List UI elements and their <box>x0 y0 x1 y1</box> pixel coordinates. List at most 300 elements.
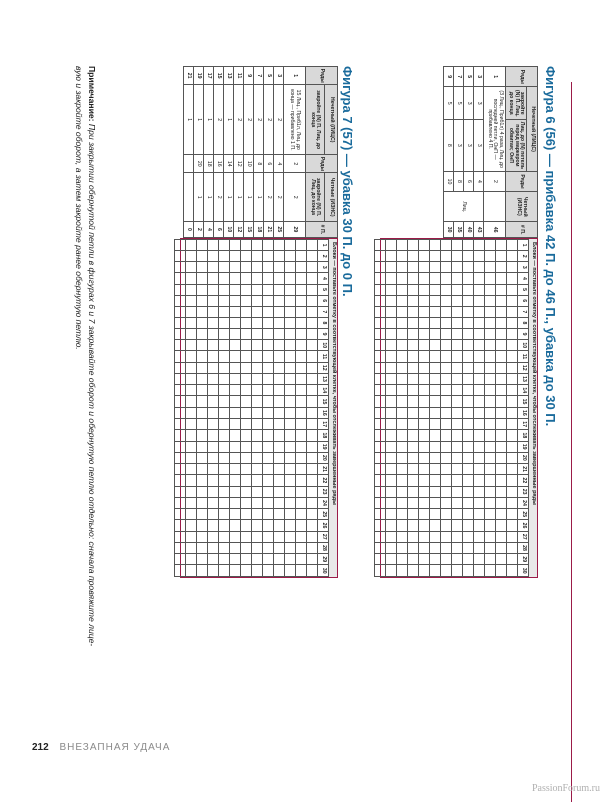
f6-block-checkbox[interactable] <box>463 464 474 475</box>
f7-block-checkbox[interactable] <box>263 362 274 373</box>
f6-block-checkbox[interactable] <box>430 240 441 251</box>
f7-block-checkbox[interactable] <box>186 497 197 508</box>
f7-block-checkbox[interactable] <box>285 497 296 508</box>
f7-block-checkbox[interactable] <box>197 554 208 565</box>
f7-block-checkbox[interactable] <box>285 418 296 429</box>
f7-block-checkbox[interactable] <box>296 418 307 429</box>
f7-block-checkbox[interactable] <box>274 407 285 418</box>
f6-block-checkbox[interactable] <box>397 295 408 306</box>
f7-block-checkbox[interactable] <box>175 542 186 553</box>
f7-block-checkbox[interactable] <box>175 306 186 317</box>
f7-block-checkbox[interactable] <box>263 396 274 407</box>
f6-block-checkbox[interactable] <box>375 317 386 328</box>
f6-block-checkbox[interactable] <box>397 351 408 362</box>
f7-block-checkbox[interactable] <box>219 251 230 262</box>
f6-block-checkbox[interactable] <box>397 262 408 273</box>
f6-block-checkbox[interactable] <box>474 497 485 508</box>
f7-block-checkbox[interactable] <box>252 295 263 306</box>
f6-block-checkbox[interactable] <box>397 284 408 295</box>
f6-block-checkbox[interactable] <box>496 362 507 373</box>
f6-block-checkbox[interactable] <box>386 306 397 317</box>
f6-block-checkbox[interactable] <box>452 295 463 306</box>
f7-block-checkbox[interactable] <box>230 486 241 497</box>
f7-block-checkbox[interactable] <box>307 464 318 475</box>
f6-block-checkbox[interactable] <box>474 542 485 553</box>
f7-block-checkbox[interactable] <box>208 396 219 407</box>
f7-block-checkbox[interactable] <box>230 509 241 520</box>
f6-block-checkbox[interactable] <box>397 362 408 373</box>
f6-block-checkbox[interactable] <box>375 509 386 520</box>
f6-block-checkbox[interactable] <box>397 340 408 351</box>
f6-block-checkbox[interactable] <box>386 284 397 295</box>
f6-block-checkbox[interactable] <box>386 262 397 273</box>
f6-block-checkbox[interactable] <box>507 520 518 531</box>
f6-block-checkbox[interactable] <box>397 273 408 284</box>
f6-block-checkbox[interactable] <box>408 273 419 284</box>
f7-block-checkbox[interactable] <box>219 486 230 497</box>
f7-block-checkbox[interactable] <box>208 329 219 340</box>
f7-block-checkbox[interactable] <box>230 340 241 351</box>
f7-block-checkbox[interactable] <box>263 407 274 418</box>
f7-block-checkbox[interactable] <box>274 362 285 373</box>
f7-block-checkbox[interactable] <box>186 565 197 577</box>
f6-block-checkbox[interactable] <box>375 251 386 262</box>
f6-block-checkbox[interactable] <box>386 565 397 577</box>
f6-block-checkbox[interactable] <box>474 486 485 497</box>
f6-block-checkbox[interactable] <box>441 475 452 486</box>
f7-block-checkbox[interactable] <box>274 240 285 251</box>
f6-block-checkbox[interactable] <box>375 373 386 384</box>
f7-block-checkbox[interactable] <box>307 475 318 486</box>
f7-block-checkbox[interactable] <box>230 362 241 373</box>
f6-block-checkbox[interactable] <box>485 464 496 475</box>
f6-block-checkbox[interactable] <box>485 441 496 452</box>
f7-block-checkbox[interactable] <box>296 329 307 340</box>
f6-block-checkbox[interactable] <box>507 317 518 328</box>
f7-block-checkbox[interactable] <box>186 407 197 418</box>
f7-block-checkbox[interactable] <box>186 452 197 463</box>
f7-block-checkbox[interactable] <box>208 565 219 577</box>
f6-block-checkbox[interactable] <box>375 362 386 373</box>
f6-block-checkbox[interactable] <box>452 273 463 284</box>
f7-block-checkbox[interactable] <box>230 295 241 306</box>
f7-block-checkbox[interactable] <box>197 351 208 362</box>
f6-block-checkbox[interactable] <box>386 407 397 418</box>
f6-block-checkbox[interactable] <box>441 317 452 328</box>
f7-block-checkbox[interactable] <box>285 284 296 295</box>
f7-block-checkbox[interactable] <box>241 262 252 273</box>
f7-block-checkbox[interactable] <box>274 340 285 351</box>
f6-block-checkbox[interactable] <box>485 486 496 497</box>
f7-block-checkbox[interactable] <box>197 430 208 441</box>
f7-block-checkbox[interactable] <box>285 565 296 577</box>
f6-block-checkbox[interactable] <box>463 273 474 284</box>
f6-block-checkbox[interactable] <box>419 351 430 362</box>
f6-block-checkbox[interactable] <box>375 542 386 553</box>
f7-block-checkbox[interactable] <box>175 295 186 306</box>
f7-block-checkbox[interactable] <box>274 351 285 362</box>
f7-block-checkbox[interactable] <box>274 520 285 531</box>
f6-block-checkbox[interactable] <box>474 362 485 373</box>
f6-block-checkbox[interactable] <box>375 385 386 396</box>
f7-block-checkbox[interactable] <box>186 373 197 384</box>
f7-block-checkbox[interactable] <box>230 497 241 508</box>
f7-block-checkbox[interactable] <box>186 396 197 407</box>
f6-block-checkbox[interactable] <box>496 475 507 486</box>
f6-block-checkbox[interactable] <box>430 509 441 520</box>
f7-block-checkbox[interactable] <box>186 554 197 565</box>
f6-block-checkbox[interactable] <box>452 441 463 452</box>
f7-block-checkbox[interactable] <box>175 251 186 262</box>
f6-block-checkbox[interactable] <box>397 520 408 531</box>
f6-block-checkbox[interactable] <box>397 486 408 497</box>
f6-block-checkbox[interactable] <box>463 407 474 418</box>
f7-block-checkbox[interactable] <box>186 251 197 262</box>
f7-block-checkbox[interactable] <box>252 385 263 396</box>
f7-block-checkbox[interactable] <box>274 329 285 340</box>
f7-block-checkbox[interactable] <box>296 475 307 486</box>
f6-block-checkbox[interactable] <box>386 362 397 373</box>
f7-block-checkbox[interactable] <box>296 373 307 384</box>
f6-block-checkbox[interactable] <box>496 464 507 475</box>
f6-block-checkbox[interactable] <box>496 385 507 396</box>
f6-block-checkbox[interactable] <box>496 418 507 429</box>
f7-block-checkbox[interactable] <box>307 452 318 463</box>
f6-block-checkbox[interactable] <box>485 565 496 577</box>
f7-block-checkbox[interactable] <box>208 486 219 497</box>
f7-block-checkbox[interactable] <box>296 565 307 577</box>
f7-block-checkbox[interactable] <box>208 475 219 486</box>
f6-block-checkbox[interactable] <box>397 509 408 520</box>
f6-block-checkbox[interactable] <box>463 396 474 407</box>
f6-block-checkbox[interactable] <box>441 509 452 520</box>
f7-block-checkbox[interactable] <box>241 520 252 531</box>
f7-block-checkbox[interactable] <box>274 251 285 262</box>
f6-block-checkbox[interactable] <box>430 340 441 351</box>
f7-block-checkbox[interactable] <box>230 542 241 553</box>
f6-block-checkbox[interactable] <box>507 475 518 486</box>
f6-block-checkbox[interactable] <box>408 464 419 475</box>
f6-block-checkbox[interactable] <box>474 317 485 328</box>
f6-block-checkbox[interactable] <box>419 531 430 542</box>
f6-block-checkbox[interactable] <box>408 475 419 486</box>
f7-block-checkbox[interactable] <box>285 240 296 251</box>
f6-block-checkbox[interactable] <box>474 329 485 340</box>
f7-block-checkbox[interactable] <box>219 430 230 441</box>
f6-block-checkbox[interactable] <box>507 295 518 306</box>
f7-block-checkbox[interactable] <box>274 273 285 284</box>
f6-block-checkbox[interactable] <box>452 497 463 508</box>
f6-block-checkbox[interactable] <box>507 542 518 553</box>
f6-block-checkbox[interactable] <box>375 284 386 295</box>
f6-block-checkbox[interactable] <box>485 418 496 429</box>
f6-block-checkbox[interactable] <box>375 486 386 497</box>
f7-block-checkbox[interactable] <box>241 475 252 486</box>
f7-block-checkbox[interactable] <box>296 284 307 295</box>
f7-block-checkbox[interactable] <box>252 542 263 553</box>
f6-block-checkbox[interactable] <box>441 362 452 373</box>
f6-block-checkbox[interactable] <box>507 464 518 475</box>
f7-block-checkbox[interactable] <box>241 317 252 328</box>
f7-block-checkbox[interactable] <box>219 396 230 407</box>
f6-block-checkbox[interactable] <box>463 295 474 306</box>
f7-block-checkbox[interactable] <box>175 497 186 508</box>
f7-block-checkbox[interactable] <box>175 475 186 486</box>
f7-block-checkbox[interactable] <box>197 284 208 295</box>
f6-block-checkbox[interactable] <box>474 295 485 306</box>
f7-block-checkbox[interactable] <box>230 240 241 251</box>
f7-block-checkbox[interactable] <box>263 418 274 429</box>
f6-block-checkbox[interactable] <box>408 351 419 362</box>
f6-block-checkbox[interactable] <box>507 362 518 373</box>
f6-block-checkbox[interactable] <box>463 486 474 497</box>
f7-block-checkbox[interactable] <box>230 531 241 542</box>
f7-block-checkbox[interactable] <box>230 251 241 262</box>
f6-block-checkbox[interactable] <box>430 531 441 542</box>
f6-block-checkbox[interactable] <box>419 542 430 553</box>
f6-block-checkbox[interactable] <box>430 284 441 295</box>
f6-block-checkbox[interactable] <box>441 306 452 317</box>
f7-block-checkbox[interactable] <box>175 351 186 362</box>
f7-block-checkbox[interactable] <box>219 554 230 565</box>
f6-block-checkbox[interactable] <box>485 430 496 441</box>
f6-block-checkbox[interactable] <box>441 329 452 340</box>
f7-block-checkbox[interactable] <box>263 464 274 475</box>
f7-block-checkbox[interactable] <box>252 486 263 497</box>
f6-block-checkbox[interactable] <box>430 317 441 328</box>
f6-block-checkbox[interactable] <box>386 295 397 306</box>
f7-block-checkbox[interactable] <box>208 306 219 317</box>
f7-block-checkbox[interactable] <box>252 531 263 542</box>
f6-block-checkbox[interactable] <box>507 418 518 429</box>
f7-block-checkbox[interactable] <box>285 362 296 373</box>
f6-block-checkbox[interactable] <box>419 464 430 475</box>
f6-block-checkbox[interactable] <box>474 385 485 396</box>
f6-block-checkbox[interactable] <box>463 284 474 295</box>
f6-block-checkbox[interactable] <box>441 520 452 531</box>
f6-block-checkbox[interactable] <box>397 373 408 384</box>
f6-block-checkbox[interactable] <box>408 407 419 418</box>
f6-block-checkbox[interactable] <box>397 542 408 553</box>
f7-block-checkbox[interactable] <box>296 554 307 565</box>
f6-block-checkbox[interactable] <box>485 240 496 251</box>
f7-block-checkbox[interactable] <box>197 262 208 273</box>
f7-block-checkbox[interactable] <box>263 262 274 273</box>
f7-block-checkbox[interactable] <box>208 251 219 262</box>
f7-block-checkbox[interactable] <box>208 284 219 295</box>
f7-block-checkbox[interactable] <box>175 509 186 520</box>
f7-block-checkbox[interactable] <box>208 385 219 396</box>
f6-block-checkbox[interactable] <box>474 251 485 262</box>
f7-block-checkbox[interactable] <box>307 351 318 362</box>
f6-block-checkbox[interactable] <box>408 385 419 396</box>
f7-block-checkbox[interactable] <box>197 240 208 251</box>
f7-block-checkbox[interactable] <box>197 497 208 508</box>
f6-block-checkbox[interactable] <box>507 340 518 351</box>
f7-block-checkbox[interactable] <box>175 554 186 565</box>
f6-block-checkbox[interactable] <box>485 262 496 273</box>
f7-block-checkbox[interactable] <box>296 497 307 508</box>
f7-block-checkbox[interactable] <box>197 486 208 497</box>
f6-block-checkbox[interactable] <box>507 251 518 262</box>
f7-block-checkbox[interactable] <box>175 441 186 452</box>
f6-block-checkbox[interactable] <box>485 396 496 407</box>
f6-block-checkbox[interactable] <box>408 373 419 384</box>
f6-block-checkbox[interactable] <box>507 486 518 497</box>
f6-block-checkbox[interactable] <box>452 362 463 373</box>
f6-block-checkbox[interactable] <box>386 418 397 429</box>
f6-block-checkbox[interactable] <box>474 273 485 284</box>
f7-block-checkbox[interactable] <box>263 441 274 452</box>
f6-block-checkbox[interactable] <box>430 396 441 407</box>
f7-block-checkbox[interactable] <box>197 452 208 463</box>
f6-block-checkbox[interactable] <box>496 407 507 418</box>
f7-block-checkbox[interactable] <box>241 554 252 565</box>
f7-block-checkbox[interactable] <box>230 464 241 475</box>
f7-block-checkbox[interactable] <box>263 509 274 520</box>
f7-block-checkbox[interactable] <box>307 240 318 251</box>
f6-block-checkbox[interactable] <box>474 441 485 452</box>
f6-block-checkbox[interactable] <box>485 385 496 396</box>
f7-block-checkbox[interactable] <box>263 452 274 463</box>
f6-block-checkbox[interactable] <box>386 430 397 441</box>
f6-block-checkbox[interactable] <box>408 418 419 429</box>
f7-block-checkbox[interactable] <box>263 531 274 542</box>
f7-block-checkbox[interactable] <box>296 340 307 351</box>
f6-block-checkbox[interactable] <box>430 486 441 497</box>
f6-block-checkbox[interactable] <box>441 295 452 306</box>
f6-block-checkbox[interactable] <box>430 329 441 340</box>
f6-block-checkbox[interactable] <box>463 441 474 452</box>
f7-block-checkbox[interactable] <box>296 295 307 306</box>
f7-block-checkbox[interactable] <box>186 340 197 351</box>
f7-block-checkbox[interactable] <box>241 240 252 251</box>
f6-block-checkbox[interactable] <box>452 542 463 553</box>
f7-block-checkbox[interactable] <box>307 273 318 284</box>
f6-block-checkbox[interactable] <box>419 295 430 306</box>
f7-block-checkbox[interactable] <box>197 418 208 429</box>
f7-block-checkbox[interactable] <box>186 531 197 542</box>
f6-block-checkbox[interactable] <box>474 240 485 251</box>
f6-block-checkbox[interactable] <box>441 385 452 396</box>
f7-block-checkbox[interactable] <box>274 262 285 273</box>
f6-block-checkbox[interactable] <box>386 520 397 531</box>
f7-block-checkbox[interactable] <box>252 273 263 284</box>
f7-block-checkbox[interactable] <box>186 273 197 284</box>
f7-block-checkbox[interactable] <box>219 240 230 251</box>
f7-block-checkbox[interactable] <box>285 295 296 306</box>
f6-block-checkbox[interactable] <box>496 565 507 577</box>
f7-block-checkbox[interactable] <box>241 407 252 418</box>
f7-block-checkbox[interactable] <box>208 240 219 251</box>
f6-block-checkbox[interactable] <box>375 531 386 542</box>
f6-block-checkbox[interactable] <box>507 262 518 273</box>
f6-block-checkbox[interactable] <box>441 273 452 284</box>
f6-block-checkbox[interactable] <box>408 486 419 497</box>
f6-block-checkbox[interactable] <box>441 464 452 475</box>
f7-block-checkbox[interactable] <box>241 396 252 407</box>
f7-block-checkbox[interactable] <box>296 509 307 520</box>
f7-block-checkbox[interactable] <box>208 520 219 531</box>
f7-block-checkbox[interactable] <box>197 407 208 418</box>
f6-block-checkbox[interactable] <box>474 284 485 295</box>
f7-block-checkbox[interactable] <box>197 475 208 486</box>
f7-block-checkbox[interactable] <box>219 475 230 486</box>
f6-block-checkbox[interactable] <box>386 509 397 520</box>
f7-block-checkbox[interactable] <box>219 362 230 373</box>
f6-block-checkbox[interactable] <box>375 497 386 508</box>
f6-block-checkbox[interactable] <box>397 565 408 577</box>
f6-block-checkbox[interactable] <box>408 240 419 251</box>
f7-block-checkbox[interactable] <box>175 486 186 497</box>
f6-block-checkbox[interactable] <box>441 452 452 463</box>
f6-block-checkbox[interactable] <box>452 554 463 565</box>
f6-block-checkbox[interactable] <box>507 531 518 542</box>
f6-block-checkbox[interactable] <box>386 329 397 340</box>
f6-block-checkbox[interactable] <box>419 520 430 531</box>
f6-block-checkbox[interactable] <box>441 418 452 429</box>
f7-block-checkbox[interactable] <box>186 385 197 396</box>
f6-block-checkbox[interactable] <box>430 251 441 262</box>
f7-block-checkbox[interactable] <box>230 373 241 384</box>
f7-block-checkbox[interactable] <box>230 452 241 463</box>
f6-block-checkbox[interactable] <box>441 351 452 362</box>
f7-block-checkbox[interactable] <box>186 430 197 441</box>
f6-block-checkbox[interactable] <box>419 407 430 418</box>
f6-block-checkbox[interactable] <box>452 407 463 418</box>
f6-block-checkbox[interactable] <box>474 407 485 418</box>
f6-block-checkbox[interactable] <box>474 464 485 475</box>
f7-block-checkbox[interactable] <box>208 351 219 362</box>
f6-block-checkbox[interactable] <box>463 385 474 396</box>
f7-block-checkbox[interactable] <box>296 441 307 452</box>
f7-block-checkbox[interactable] <box>208 441 219 452</box>
f6-block-checkbox[interactable] <box>452 486 463 497</box>
f7-block-checkbox[interactable] <box>197 520 208 531</box>
f7-block-checkbox[interactable] <box>208 542 219 553</box>
f7-block-checkbox[interactable] <box>186 362 197 373</box>
f6-block-checkbox[interactable] <box>474 509 485 520</box>
f6-block-checkbox[interactable] <box>485 273 496 284</box>
f7-block-checkbox[interactable] <box>296 351 307 362</box>
f7-block-checkbox[interactable] <box>208 497 219 508</box>
f7-block-checkbox[interactable] <box>219 317 230 328</box>
f6-block-checkbox[interactable] <box>430 554 441 565</box>
f7-block-checkbox[interactable] <box>307 295 318 306</box>
f6-block-checkbox[interactable] <box>485 542 496 553</box>
f6-block-checkbox[interactable] <box>386 441 397 452</box>
f7-block-checkbox[interactable] <box>307 520 318 531</box>
f7-block-checkbox[interactable] <box>241 251 252 262</box>
f7-block-checkbox[interactable] <box>307 407 318 418</box>
f7-block-checkbox[interactable] <box>274 295 285 306</box>
f7-block-checkbox[interactable] <box>307 497 318 508</box>
f6-block-checkbox[interactable] <box>408 317 419 328</box>
f6-block-checkbox[interactable] <box>375 329 386 340</box>
f7-block-checkbox[interactable] <box>219 509 230 520</box>
f7-block-checkbox[interactable] <box>285 452 296 463</box>
f7-block-checkbox[interactable] <box>186 520 197 531</box>
f6-block-checkbox[interactable] <box>463 240 474 251</box>
f7-block-checkbox[interactable] <box>285 273 296 284</box>
f7-block-checkbox[interactable] <box>219 306 230 317</box>
f7-block-checkbox[interactable] <box>175 430 186 441</box>
f6-block-checkbox[interactable] <box>485 329 496 340</box>
f6-block-checkbox[interactable] <box>496 262 507 273</box>
f6-block-checkbox[interactable] <box>496 273 507 284</box>
f6-block-checkbox[interactable] <box>430 373 441 384</box>
f6-block-checkbox[interactable] <box>408 262 419 273</box>
